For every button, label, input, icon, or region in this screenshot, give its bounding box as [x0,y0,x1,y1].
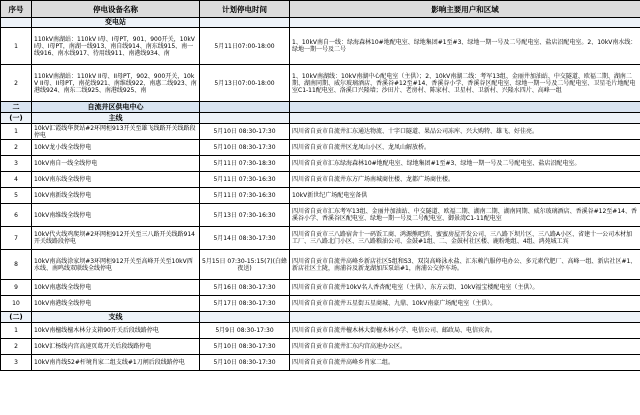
cell-no: 10 [1,296,32,312]
header-row [1,1,640,18]
cell-impact: 四川省自贡市自流井汇东内宫高速办公区。 [290,339,640,355]
cell-impact: 四川省自贡市汇东考军13组、金丽井加油站、中交隧道、欧福二期、湖南二期、湖南同期、威尔玻璃酒店、香溪谷#12至#14、香溪谷小学、香溪谷区配电室、绿地一期一号及二号配电室、御景湾C1-11配电室 [290,204,640,227]
cell-equipment: 10kV汇霞线华贤站#2环网柜913开关至雄飞线路开关线路段停电 [32,124,200,140]
cell-impact: 四川省自贡市自流井高峰乡新店社区5组和S3、双岗高峰泳永盐、汇东赖汽服停电办公、多元素代肥厂、高峰一组、新店社区#1、新店社区土陇，南浦谷及新龙湖加压泵站#1，南浦公交停车场。 [290,250,640,280]
section-row-main-line [1,113,640,124]
cell-time: 5月15日 07:30-15:15(7)(白蜂夜送) [200,250,290,280]
cell-impact: 1、10kV南湖线：10kV南湖中心配电室（主供）；2、10kV南湖二线：考军13组、金丽井加油站、中交隧道、欧福二期、湖南二期、湖南同期、威尔玻璃酒店、香溪谷#12至#14、香溪谷小学、香溪谷区配电室、绿地一期一号及二号配电室、卫星毛片地配电室C1-11配电室、洛溪口兴隆墙；沙田片、老房村、陈家村、卫星村、卫新村、兴隆水四片、高峰一组 [290,65,640,102]
table-row [1,323,640,339]
cell-impact: 四川省自贡市自流井东方广场南城商住楼、龙都广场商住楼。 [290,172,640,188]
section-main-line: 主线 [32,113,200,124]
section-main-line-no: (一) [1,113,32,124]
section-dept-no: 二 [1,102,32,113]
cell-equipment: 110kV南湖站：110kV II母、II母PT，902、900开关，10kV II母、II母PT，南花线921、南维线922、南惠二线923、南港线924、南东二线925、南港线925、南 [32,65,200,102]
cell-equipment: 10kV南港线全线停电 [32,296,200,312]
section-branch-line-no: (二) [1,312,32,323]
cell-time: 5月14日 08:30-17:30 [200,227,290,250]
cell-no: 5 [1,188,32,204]
table-row [1,250,640,280]
cell-time: 5月16日 08:30-17:30 [200,280,290,296]
section-row-branch-line [1,312,640,323]
cell-time: 5月10日 08:30-17:30 [200,140,290,156]
cell-impact: 四川省自贡市自流井五星街五星商城、九鼎、10kV南豪广场配电室（主供）。 [290,296,640,312]
section-row-substation [1,18,640,28]
cell-no: 1 [1,323,32,339]
cell-equipment: 10kV代火线鸡爬坝#2环网柜912开关至三八路开关线路914开关线路段停电 [32,227,200,250]
table-row [1,65,640,102]
cell-equipment: 10kV汇杨线内宫高速页葛开关后段线路停电 [32,339,200,355]
cell-no: 1 [1,124,32,140]
cell-impact: 四川省自贡市汇东绿海森林10#地配电室、绿地集团#1至#3、绿地一期一号及二号配电室、盐店沼配电室。 [290,156,640,172]
cell-time: 5月11日07:00-18:00 [200,28,290,65]
section-substation: 变电站 [32,18,200,28]
cell-impact: 10kV新世纪广场配电室备供 [290,188,640,204]
cell-no: 3 [1,156,32,172]
header-impact: 影响主要用户和区域 [290,1,640,18]
header-no: 序号 [1,1,32,18]
table-row [1,355,640,371]
cell-equipment: 10kV南肖线52#杆境肖家二组支线#1刀闸后段线路停电 [32,355,200,371]
cell-equipment: 10kV南维线全线停电 [32,204,200,227]
cell-time: 5月10日 08:30-17:30 [200,124,290,140]
section-row-dept [1,102,640,113]
cell-equipment: 10kV南东线全线停电 [32,172,200,188]
section-branch-line: 支线 [32,312,200,323]
cell-time: 5月10日 08:30-17:30 [200,339,290,355]
table-row [1,188,640,204]
cell-time: 5月9日 08:30-17:30 [200,323,290,339]
cell-impact: 四川省自贡市自流井区龙凤山小区、龙凤山解放桥。 [290,140,640,156]
cell-equipment: 10kV南自一线全线停电 [32,156,200,172]
cell-time: 5月11日 07:30-16:30 [200,188,290,204]
cell-time: 5月10日 08:30-17:30 [200,355,290,371]
cell-time: 5月11日 07:30-16:30 [200,172,290,188]
cell-impact: 四川省自贡市自流井汇东通达物流、十字口隧道、果品公司冻库、兴大购特、雄飞、好佳亮。 [290,124,640,140]
cell-no: 2 [1,65,32,102]
cell-no: 6 [1,204,32,227]
cell-no: 2 [1,140,32,156]
cell-impact: 四川省自贡市三八路宿舍十一码饭工商、鸿源熊吧滨、蜜蜜房屋开发公司、三八路下坝片区、三八路A小区、省建十一公司木材加工厂、三八路北门小区、三八路粮油公司、金鼓#1组、二、金鼓村社区楼、鹿粉地组、4组、鸿苑城工宾 [290,227,640,250]
cell-equipment: 10kV南惠线全线停电 [32,280,200,296]
cell-equipment: 10kV南高线涂家坝#3环网柜912开关至高峰开关至10kV西水线、南鸣线双联线全线停电 [32,250,200,280]
table-row [1,339,640,355]
cell-equipment: 10kV龙小线全线停电 [32,140,200,156]
header-time: 计划停电时间 [200,1,290,18]
cell-impact: 1、10kV南自一线：绿海森林10#地配电室、绿地集团#1至#3、绿地一期一号及二号配电室、盐店沼配电室。2、10kV南水线：绿地一期一号及二号 [290,28,640,65]
table-row [1,140,640,156]
cell-no: 7 [1,227,32,250]
cell-impact: 四川省自贡市自流井檀木林大街檀木林小学、电信公司、邮政局、电信宾舍。 [290,323,640,339]
table-row [1,28,640,65]
cell-impact: 四川省自贡市自流井高峰乡肖家二组。 [290,355,640,371]
cell-no: 8 [1,250,32,280]
cell-time: 5月13日07:00-18:00 [200,65,290,102]
table-row [1,124,640,140]
cell-impact: 四川省自贡市自流井10kV名人香杏配电室（主供）、东方云街、10kV福宝楼配电室（主供）。 [290,280,640,296]
table-row [1,280,640,296]
table-row [1,296,640,312]
cell-time: 5月17日 08:30-17:30 [200,296,290,312]
cell-equipment: 110kV南湖站：110kV I母、I母PT，901、900开关，10kV I母、I母PT，南湖一线913、南自线914、南东线915、南一线916、南水线917、待用线911、南港线934、南 [32,28,200,65]
cell-no: 2 [1,339,32,355]
table-row [1,156,640,172]
table-row [1,204,640,227]
cell-no: 3 [1,355,32,371]
section-dept: 自流井区供电中心 [32,102,200,113]
table-row [1,227,640,250]
table-row [1,172,640,188]
header-equipment: 停电设备名称 [32,1,200,18]
cell-equipment: 10kV南新线全线停电 [32,188,200,204]
cell-equipment: 10kV南檀线檀木林分支箱90开关后段线路停电 [32,323,200,339]
cell-time: 5月13日 07:30-16:30 [200,204,290,227]
cell-time: 5月11日 07:30-18:30 [200,156,290,172]
cell-no: 1 [1,28,32,65]
cell-no: 4 [1,172,32,188]
cell-no: 9 [1,280,32,296]
